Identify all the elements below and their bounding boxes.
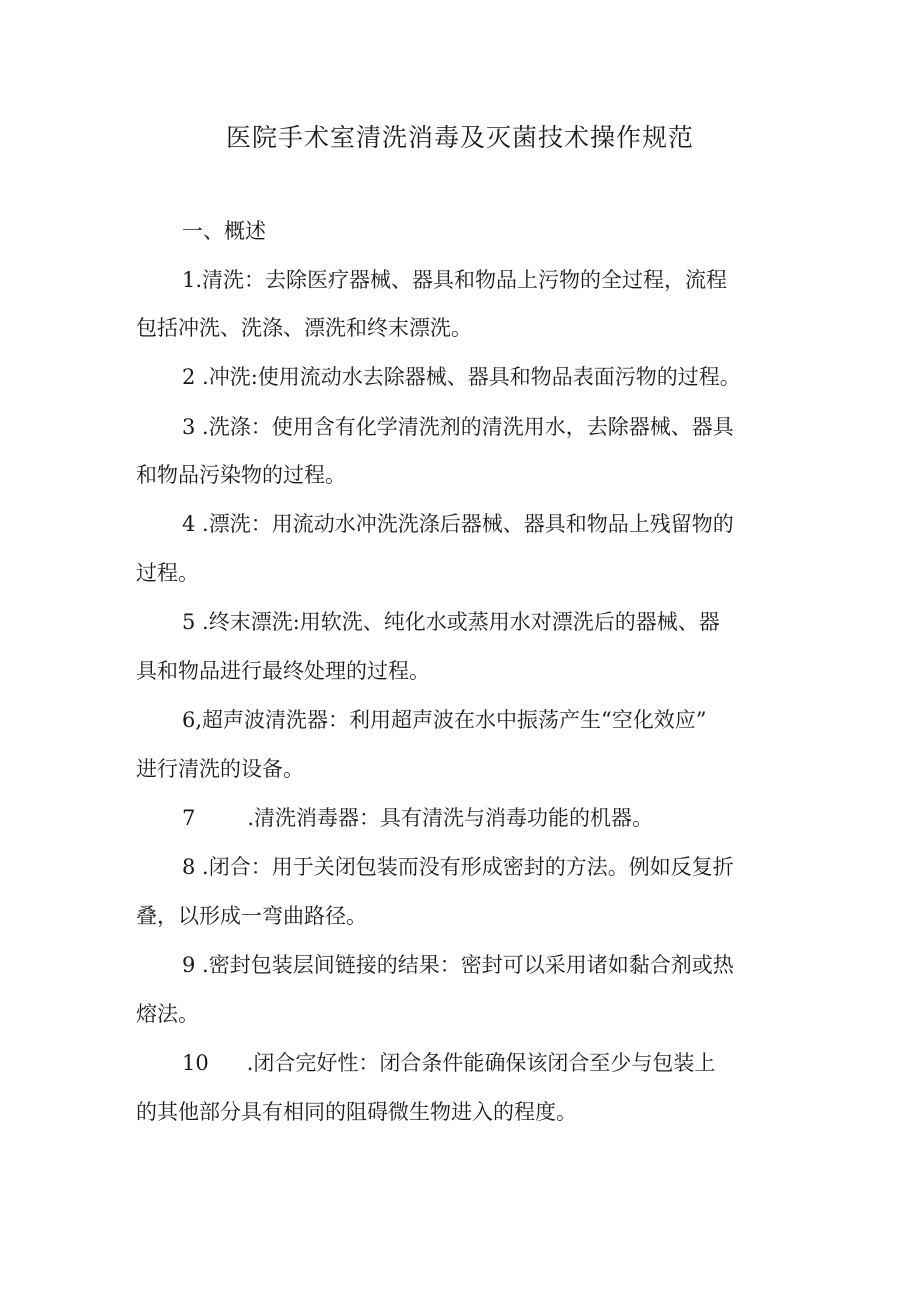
paragraph-10-line-2: 的其他部分具有相同的阻碍微生物进入的程度。 xyxy=(136,1100,577,1124)
paragraph-3-line-2: 和物品污染物的过程。 xyxy=(136,463,346,487)
paragraph-1-line-1: 1.清洗：去除医疗器械、器具和物品上污物的全过程，流程 xyxy=(182,268,728,292)
paragraph-4-line-2: 过程。 xyxy=(136,561,199,585)
paragraph-2-line-1: 2 .冲洗:使用流动水去除器械、器具和物品表面污物的过程。 xyxy=(182,365,741,389)
paragraph-3-line-1: 3 .洗涤：使用含有化学清洗剂的清洗用水，去除器械、器具 xyxy=(182,415,734,439)
paragraph-10-text: .闭合完好性：闭合条件能确保该闭合至少与包装上 xyxy=(246,1051,716,1075)
paragraph-7-text: .清洗消毒器：具有清洗与消毒功能的机器。 xyxy=(247,806,654,830)
paragraph-8-line-1: 8 .闭合：用于关闭包装而没有形成密封的方法。例如反复折 xyxy=(182,855,734,879)
paragraph-9-line-2: 熔法。 xyxy=(136,1002,199,1026)
paragraph-1-line-2: 包括冲洗、洗涤、漂洗和终末漂洗。 xyxy=(136,316,472,340)
paragraph-5-line-1: 5 .终末漂洗:用软洗、纯化水或蒸用水对漂洗后的器械、器 xyxy=(182,610,720,634)
paragraph-8-line-2: 叠，以形成一弯曲路径。 xyxy=(136,904,367,928)
paragraph-7-line-1 xyxy=(182,803,653,833)
paragraph-4-line-1: 4 .漂洗：用流动水冲洗洗涤后器械、器具和物品上残留物的 xyxy=(182,512,734,536)
paragraph-10-line-1 xyxy=(182,1048,715,1078)
paragraph-9-line-1: 9 .密封包装层间链接的结果：密封可以采用诸如黏合剂或热 xyxy=(182,953,734,977)
paragraph-7-number: 7 xyxy=(182,806,196,830)
paragraph-6-line-1: 6,超声波清洗器：利用超声波在水中振荡产生“空化效应” xyxy=(182,708,707,732)
section-heading: 一、概述 xyxy=(182,219,266,243)
paragraph-6-line-2: 进行清洗的设备。 xyxy=(136,757,304,781)
paragraph-5-line-2: 具和物品进行最终处理的过程。 xyxy=(136,659,430,683)
paragraph-10-number: 10 xyxy=(182,1051,209,1075)
document-title: 医院手术室清洗消毒及灭菌技术操作规范 xyxy=(225,123,694,152)
